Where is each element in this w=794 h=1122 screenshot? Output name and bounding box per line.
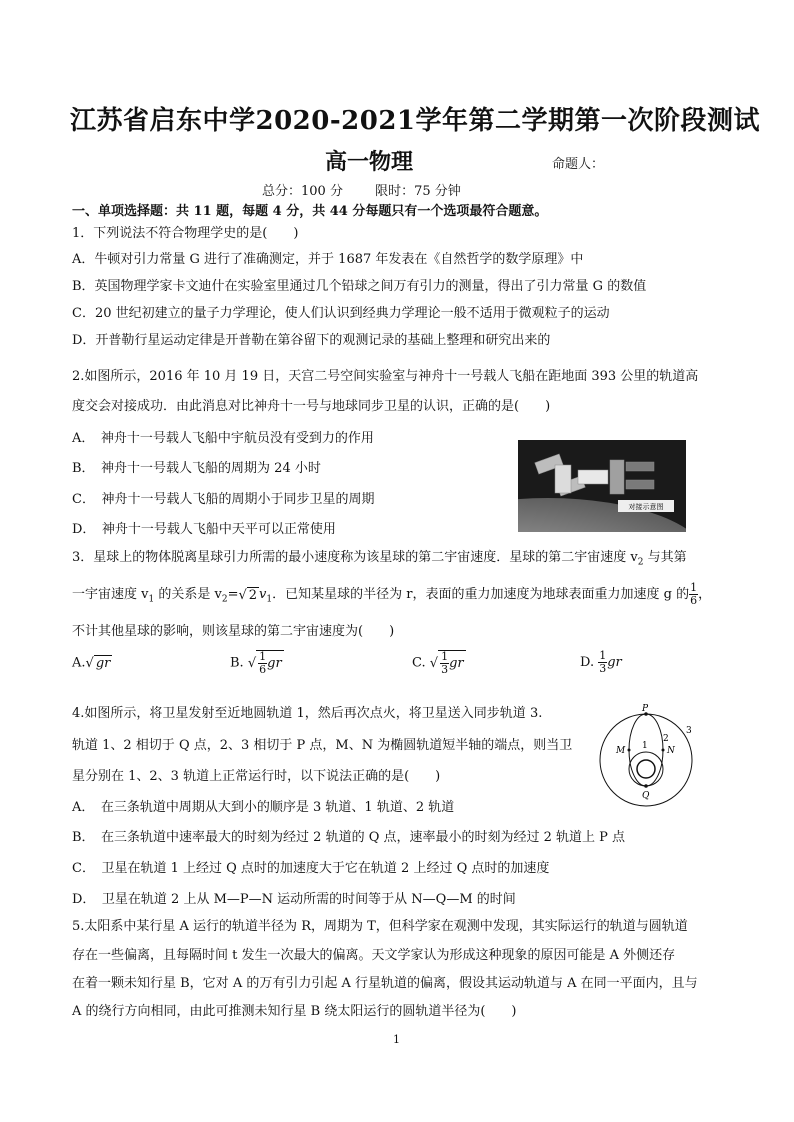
q2-option-c: C． 神舟十一号载人飞船的周期小于同步卫星的周期 [72, 492, 375, 507]
q4-stem-line1: 4.如图所示，将卫星发射至近地圆轨道 1，然后再次点火，将卫星送入同步轨道 3. [72, 706, 543, 721]
q3-stem-line1: 3．星球上的物体脱离星球引力所需的最小速度称为该星球的第二宇宙速度．星球的第二宇宙速度 $v_2$ 与其第 [72, 550, 687, 568]
q2-stem-line2: 度交会对接成功．由此消息对比神舟十一号与地球同步卫星的认识，正确的是( ) [72, 399, 551, 414]
q2-option-d: D． 神舟十一号载人飞船中天平可以正常使用 [72, 522, 336, 537]
docking-photo [518, 440, 686, 532]
orbit-label-n: N [667, 746, 675, 756]
q4-option-a: A． 在三条轨道中周期从大到小的顺序是 3 轨道、1 轨道、2 轨道 [72, 800, 455, 815]
q4-option-d: D． 卫星在轨道 2 上从 M—P—N 运动所需的时间等于从 N—Q—M 的时间 [72, 892, 516, 907]
orbit-label-p: P [642, 704, 649, 714]
q1-stem: 1．下列说法不符合物理学史的是( ) [72, 226, 299, 241]
orbit-label-1: 1 [642, 741, 648, 751]
score-line [262, 180, 489, 199]
q2-stem-line1: 2.如图所示，2016 年 10 月 19 日，天宫二号空间实验室与神舟十一号载人飞船在距地面 393 公里的轨道高 [72, 369, 699, 384]
total-score: 总分：100 分 [262, 184, 343, 199]
q5-line1: 5.太阳系中某行星 A 运行的轨道半径为 R，周期为 T，但科学家在观测中发现，其实际运行的轨道与圆轨道 [72, 919, 688, 934]
orbit-label-2: 2 [663, 734, 669, 744]
q3-stem-line3: 不计其他星球的影响，则该星球的第二宇宙速度为( ) [72, 624, 395, 639]
time-limit: 限时：75 分钟 [375, 184, 461, 199]
page-subtitle: 高一物理 [325, 149, 414, 175]
q4-option-c: C． 卫星在轨道 1 上经过 Q 点时的加速度大于它在轨道 2 上经过 Q 点时的加速度 [72, 861, 550, 876]
q5-line4: A 的绕行方向相同，由此可推测未知行星 B 绕太阳运行的圆轨道半径为( ) [72, 1004, 517, 1019]
q1-option-a: A．牛顿对引力常量 G 进行了准确测定，并于 1687 年发表在《自然哲学的数学原理》中 [72, 252, 584, 267]
q5-line3: 在着一颗未知行星 B，它对 A 的万有引力引起 A 行星轨道的偏离，假设其运动轨道与 A 在同一平面内，且与 [72, 976, 698, 991]
orbit-diagram [598, 703, 698, 813]
orbit-label-q: Q [642, 791, 650, 801]
q1-option-d: D．开普勒行星运动定律是开普勒在第谷留下的观测记录的基础上整理和研究出来的 [72, 333, 551, 348]
page-title: 江苏省启东中学2020-2021学年第二学期第一次阶段测试 [70, 106, 761, 136]
section-heading: 一、单项选择题：共 11 题，每题 4 分，共 44 分每题只有一个选项最符合题意。 [72, 204, 548, 219]
orbit-label-3: 3 [686, 726, 692, 736]
docking-photo-caption: 对接示意图 [628, 503, 664, 511]
q3-option-a: A.√ gr [72, 655, 111, 671]
page-number: 1 [393, 1033, 400, 1046]
q1-option-b: B．英国物理学家卡文迪什在实验室里通过几个铅球之间万有引力的测量，得出了引力常量 G 的数值 [72, 279, 647, 294]
q2-option-b: B． 神舟十一号载人飞船的周期为 24 小时 [72, 461, 321, 476]
q4-stem-line2: 轨道 1、2 相切于 Q 点，2、3 相切于 P 点，M、N 为椭圆轨道短半轴的端点，则当卫 [72, 738, 573, 753]
author-label: 命题人： [552, 157, 605, 172]
q3-option-c: C. √ $\frac{1}{3}$ gr [412, 650, 464, 677]
q3-option-b: B. √ $\frac{1}{6}$ gr [230, 650, 282, 677]
q1-option-c: C．20 世纪初建立的量子力学理论，使人们认识到经典力学理论一般不适用于微观粒子的运动 [72, 306, 610, 321]
q3-option-d: D. $\frac{1}{3}$ gr [580, 649, 622, 676]
q3-fraction: $\frac{1}{6}$ [690, 581, 698, 608]
orbit-label-m: M [616, 746, 626, 756]
q4-stem-line3: 星分别在 1、2、3 轨道上正常运行时，以下说法正确的是( ) [72, 769, 441, 784]
q4-option-b: B． 在三条轨道中速率最大的时刻为经过 2 轨道的 Q 点，速率最小的时刻为经过 2 轨道上 P 点 [72, 830, 626, 845]
q5-line2: 存在一些偏离，且每隔时间 t 发生一次最大的偏离。天文学家认为形成这种现象的原因可能是 A 外侧还存 [72, 948, 676, 963]
q3-stem-line2: 一宇宙速度 $v_1$ 的关系是 $v_2=√$ 2 $v_1$．已知某星球的半径为 r，表面的重力加速度为地球表面重力加速度 g 的 $\frac{1}{6}$ ， [72, 581, 712, 608]
q2-option-a: A． 神舟十一号载人飞船中宇航员没有受到力的作用 [72, 431, 374, 446]
